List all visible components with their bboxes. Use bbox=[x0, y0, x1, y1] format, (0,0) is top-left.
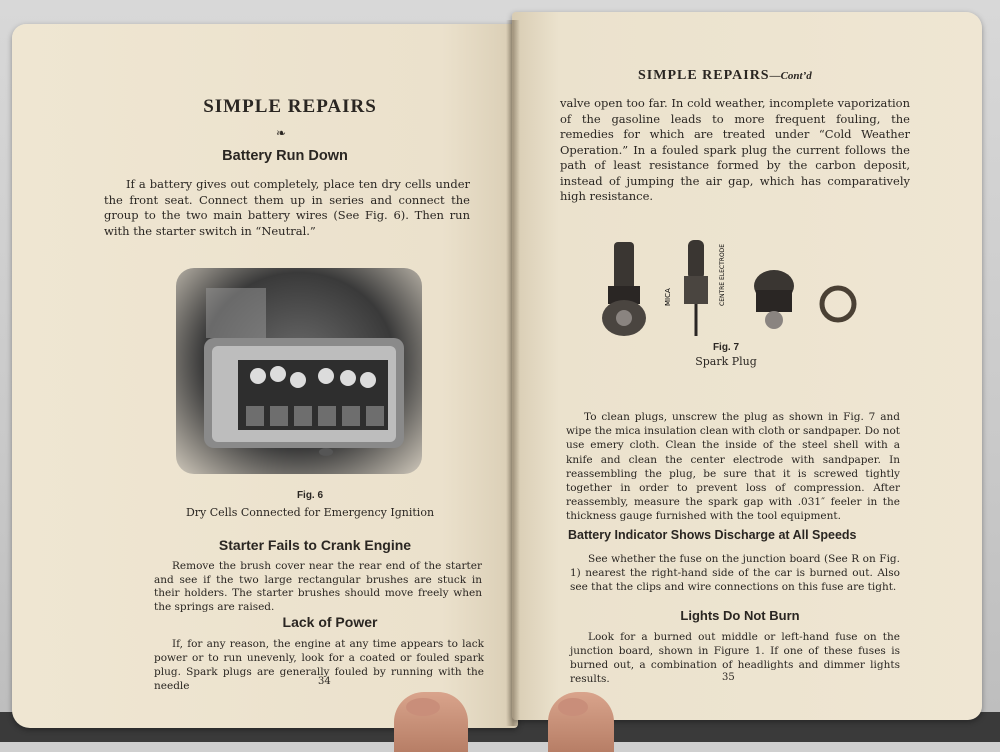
left-page-title: SIMPLE REPAIRS bbox=[203, 96, 377, 117]
right-page-number: 35 bbox=[722, 672, 735, 683]
starter-fails-text: Remove the brush cover near the rear end of the starter and see if the two large rectangular brushes are stuck in their holders. The starter brushes should move freely when the springs are raised. bbox=[154, 560, 482, 613]
clean-plugs-text: To clean plugs, unscrew the plug as shown in Fig. 7 and wipe the mica insulation clean with cloth or sandpaper. Do not use emery cloth. Clean the inside of the steel shell with a knife and clean the center electrode with sandpaper. In reassembling the plug, be sure that it is screwed tightly together in order to prevent loss of compression. After reassembly, measure the spark gap with .031″ feeler in the thickness gauge furnished with the tool equipment. bbox=[566, 411, 900, 523]
centre-electrode-label: CENTRE ELECTRODE bbox=[719, 243, 726, 306]
spark-plug-assembled-icon bbox=[602, 242, 646, 336]
spark-plug-illustration bbox=[596, 236, 866, 346]
left-thumb bbox=[394, 692, 468, 752]
fig6-label: Fig. 6 bbox=[296, 490, 324, 501]
battery-indicator-text: See whether the fuse on the junction board (See R on Fig. 1) nearest the right-hand side of the car is burned out. Also see that the clips and wire connections on this fuse are tight. bbox=[570, 553, 900, 593]
battery-indicator-heading: Battery Indicator Shows Discharge at All Speeds bbox=[568, 528, 857, 542]
battery-run-down-text: If a battery gives out completely, place ten dry cells under the front seat. Connect them up in series and connect the group to the two main battery wires (See Fig. 6). Then run with the starter switch in “Neutral.” bbox=[104, 177, 470, 238]
battery-run-down-heading: Battery Run Down bbox=[222, 148, 348, 164]
starter-fails-heading: Starter Fails to Crank Engine bbox=[218, 537, 412, 553]
left-page-number: 34 bbox=[318, 676, 331, 687]
dry-cells-illustration bbox=[176, 268, 422, 474]
fig7-label: Fig. 7 bbox=[712, 342, 740, 353]
right-thumb bbox=[548, 692, 614, 752]
ornament-icon: ❧ bbox=[276, 126, 287, 140]
fig7-caption: Spark Plug bbox=[695, 355, 757, 368]
lack-of-power-heading: Lack of Power bbox=[282, 614, 378, 630]
lights-do-not-burn-text: Look for a burned out middle or left-hand fuse on the junction board, shown in Figure 1. If one of these fuses is burned out, a combination of headlights and dimmer lights results. bbox=[570, 631, 900, 685]
spark-plug-core-icon bbox=[684, 240, 708, 336]
gasket-ring-icon bbox=[822, 288, 854, 320]
right-page-title bbox=[638, 64, 878, 84]
spark-plug-shell-icon bbox=[754, 270, 794, 329]
dry-cells-photo bbox=[176, 268, 422, 474]
fig6-caption: Dry Cells Connected for Emergency Ignition bbox=[185, 506, 435, 519]
right-intro-text: valve open too far. In cold weather, incomplete vaporization of the gasoline leads to more frequent fouling, the remedies for which are treated under “Cold Weather Operation.” In a fouled spark plug the current follows the path of least resistance formed by the carbon deposit, instead of jumping the air gap, which has comparatively high resistance. bbox=[560, 96, 910, 203]
right-title-text: SIMPLE REPAIRS bbox=[638, 68, 770, 83]
lack-of-power-text: If, for any reason, the engine at any time appears to lack power or to run unevenly, look for a coated or fouled spark plug. Spark plugs are generally fouled by running with the needle bbox=[154, 638, 484, 692]
mica-label: MICA bbox=[664, 288, 672, 306]
lights-do-not-burn-heading: Lights Do Not Burn bbox=[680, 608, 800, 623]
book-spine bbox=[506, 20, 520, 726]
right-title-suffix: —Cont’d bbox=[769, 70, 812, 82]
